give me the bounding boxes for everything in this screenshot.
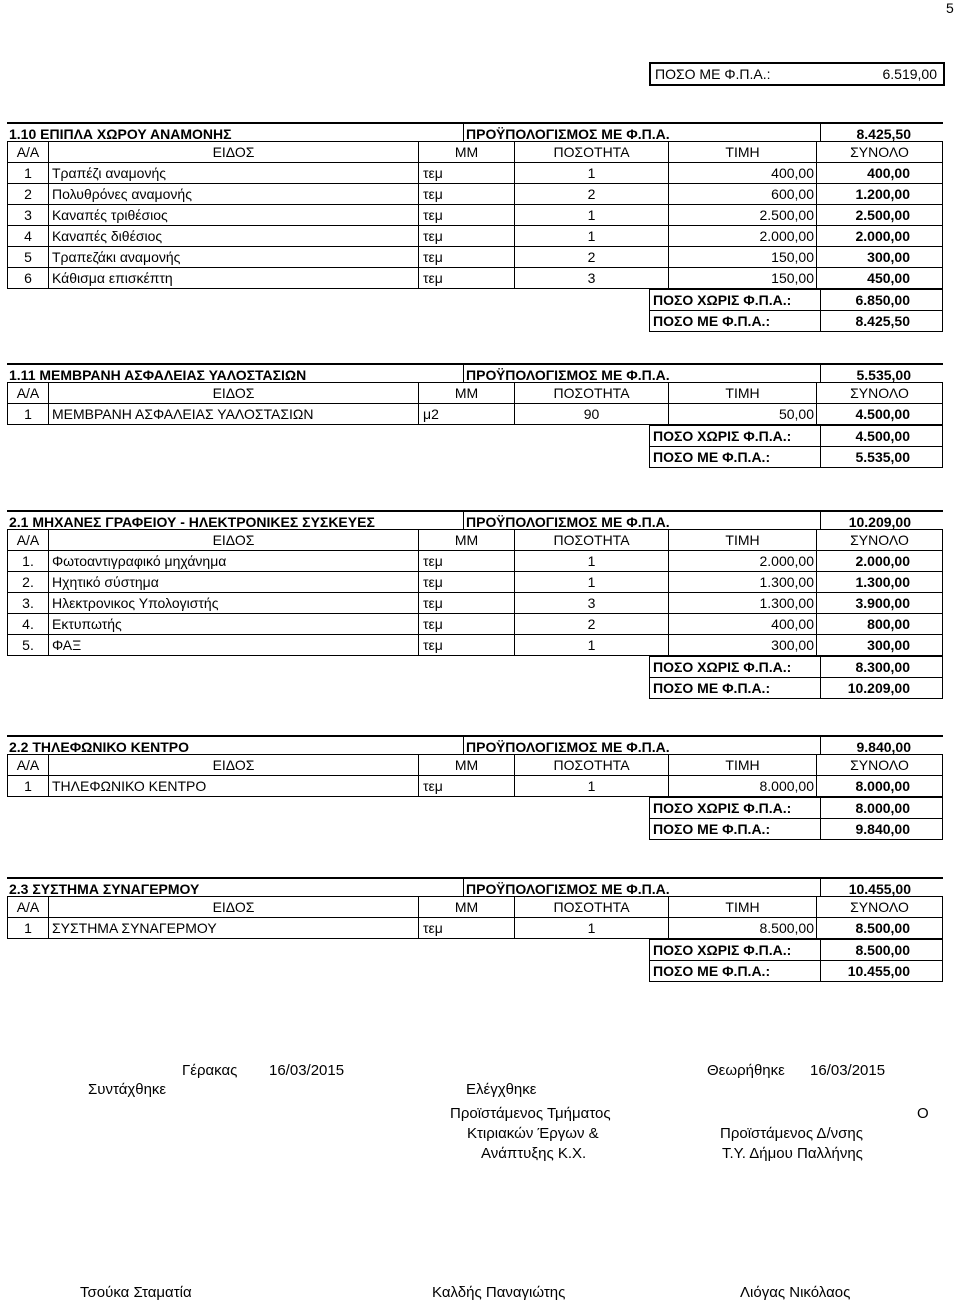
net-value: 8.000,00 <box>855 800 910 816</box>
cell-aa: 5 <box>8 247 49 268</box>
cell-aa: 3 <box>8 205 49 226</box>
section-budget-label: ΠΡΟΫΠΟΛΟΓΙΣΜΟΣ ΜΕ Φ.Π.Α. <box>466 514 670 530</box>
cell-price: 50,00 <box>669 404 817 425</box>
section-title: 1.10 ΕΠΙΠΛΑ ΧΩΡΟΥ ΑΝΑΜΟΝΗΣ <box>9 126 232 142</box>
col-qty: ΠΟΣΟΤΗΤΑ <box>515 897 669 918</box>
section-title: 1.11 ΜΕΜΒΡΑΝΗ ΑΣΦΑΛΕΙΑΣ ΥΑΛΟΣΤΑΣΙΩΝ <box>9 367 307 383</box>
cell-aa: 2. <box>8 572 49 593</box>
cell-total: 2.000,00 <box>817 551 943 572</box>
cell-total: 450,00 <box>817 268 943 289</box>
gross-label: ΠΟΣΟ ΜΕ Φ.Π.Α.: <box>650 678 821 698</box>
cell-price: 8.500,00 <box>669 918 817 939</box>
cell-aa: 1 <box>8 404 49 425</box>
section-header <box>7 877 943 897</box>
total-label: ΠΟΣΟ ΜΕ Φ.Π.Α.: <box>655 66 771 82</box>
col-qty: ΠΟΣΟΤΗΤΑ <box>515 383 669 404</box>
table-row <box>8 163 943 184</box>
col-mm: ΜΜ <box>419 383 515 404</box>
cell-aa: 2 <box>8 184 49 205</box>
section-budget-label: ΠΡΟΫΠΟΛΟΓΙΣΜΟΣ ΜΕ Φ.Π.Α. <box>466 126 670 142</box>
cell-qty: 1 <box>515 572 669 593</box>
net-row <box>650 425 942 446</box>
net-value: 8.500,00 <box>855 942 910 958</box>
section-budget-amount: 9.840,00 <box>856 739 911 755</box>
date-reviewed: 16/03/2015 <box>810 1062 886 1079</box>
table-header-row <box>8 755 943 776</box>
budget-section <box>0 510 960 699</box>
cell-desc: Εκτυπωτής <box>49 614 419 635</box>
section-summary <box>649 425 943 468</box>
divider <box>463 363 464 383</box>
divider <box>820 735 821 755</box>
cell-price: 8.000,00 <box>669 776 817 797</box>
col-qty: ΠΟΣΟΤΗΤΑ <box>515 142 669 163</box>
cell-qty: 1 <box>515 226 669 247</box>
head-dir-line1: Προϊστάμενος Δ/νσης <box>720 1125 863 1142</box>
section-budget-amount: 10.209,00 <box>848 514 911 530</box>
cell-desc: Πολυθρόνες αναμονής <box>49 184 419 205</box>
cell-mm: τεμ <box>419 572 515 593</box>
table-row <box>8 205 943 226</box>
cell-mm: τεμ <box>419 205 515 226</box>
section-budget-label: ΠΡΟΫΠΟΛΟΓΙΣΜΟΣ ΜΕ Φ.Π.Α. <box>466 739 670 755</box>
net-label: ΠΟΣΟ ΧΩΡΙΣ Φ.Π.Α.: <box>650 290 821 310</box>
page-number: 5 <box>946 0 954 16</box>
net-value: 8.300,00 <box>855 659 910 675</box>
cell-price: 150,00 <box>669 268 817 289</box>
cell-qty: 1 <box>515 918 669 939</box>
divider <box>820 510 821 530</box>
cell-mm: τεμ <box>419 247 515 268</box>
cell-desc: ΦΑΞ <box>49 635 419 656</box>
cell-qty: 2 <box>515 614 669 635</box>
cell-aa: 1 <box>8 918 49 939</box>
cell-qty: 2 <box>515 247 669 268</box>
cell-mm: τεμ <box>419 614 515 635</box>
gross-label: ΠΟΣΟ ΜΕ Φ.Π.Α.: <box>650 961 821 981</box>
col-desc: ΕΙΔΟΣ <box>49 755 419 776</box>
cell-mm: μ2 <box>419 404 515 425</box>
cell-price: 1.300,00 <box>669 572 817 593</box>
gross-row <box>650 446 942 467</box>
cell-aa: 5. <box>8 635 49 656</box>
section-title: 2.1 ΜΗΧΑΝΕΣ ΓΡΑΦΕΙΟΥ - ΗΛΕΚΤΡΟΝΙΚΕΣ ΣΥΣΚΕΥΕΣ <box>9 514 375 530</box>
cell-total: 300,00 <box>817 247 943 268</box>
col-aa: Α/Α <box>8 530 49 551</box>
head-dept-line2: Κτιριακών Έργων & <box>467 1125 599 1142</box>
table-row <box>8 572 943 593</box>
net-value: 6.850,00 <box>855 292 910 308</box>
section-budget-amount: 10.455,00 <box>848 881 911 897</box>
cell-qty: 1 <box>515 635 669 656</box>
cell-mm: τεμ <box>419 551 515 572</box>
total-value: 6.519,00 <box>882 66 937 82</box>
items-table <box>7 897 943 939</box>
section-header <box>7 122 943 142</box>
cell-price: 2.000,00 <box>669 226 817 247</box>
items-table <box>7 142 943 289</box>
cell-mm: τεμ <box>419 918 515 939</box>
col-price: ΤΙΜΗ <box>669 383 817 404</box>
cell-desc: Τραπέζι αναμονής <box>49 163 419 184</box>
cell-qty: 1 <box>515 776 669 797</box>
gross-row <box>650 310 942 331</box>
table-row <box>8 551 943 572</box>
gross-value: 5.535,00 <box>855 449 910 465</box>
col-price: ΤΙΜΗ <box>669 755 817 776</box>
col-total: ΣΥΝΟΛΟ <box>817 897 943 918</box>
net-row <box>650 656 942 677</box>
net-row <box>650 939 942 960</box>
col-desc: ΕΙΔΟΣ <box>49 530 419 551</box>
budget-section <box>0 877 960 982</box>
cell-mm: τεμ <box>419 776 515 797</box>
col-total: ΣΥΝΟΛΟ <box>817 142 943 163</box>
section-budget-amount: 8.425,50 <box>856 126 911 142</box>
table-header-row <box>8 142 943 163</box>
cell-desc: ΤΗΛΕΦΩΝΙΚΟ ΚΕΝΤΡΟ <box>49 776 419 797</box>
divider <box>463 735 464 755</box>
net-label: ΠΟΣΟ ΧΩΡΙΣ Φ.Π.Α.: <box>650 940 821 960</box>
cell-price: 400,00 <box>669 614 817 635</box>
cell-aa: 3. <box>8 593 49 614</box>
signer-name-2: Καλδής Παναγιώτης <box>432 1284 566 1301</box>
col-aa: Α/Α <box>8 897 49 918</box>
cell-desc: Τραπεζάκι αναμονής <box>49 247 419 268</box>
cell-total: 1.200,00 <box>817 184 943 205</box>
section-header <box>7 735 943 755</box>
gross-value: 10.455,00 <box>847 963 910 979</box>
section-header <box>7 510 943 530</box>
net-label: ΠΟΣΟ ΧΩΡΙΣ Φ.Π.Α.: <box>650 657 821 677</box>
cell-price: 300,00 <box>669 635 817 656</box>
cell-aa: 1 <box>8 776 49 797</box>
table-row <box>8 184 943 205</box>
section-budget-amount: 5.535,00 <box>856 367 911 383</box>
table-row <box>8 776 943 797</box>
cell-qty: 90 <box>515 404 669 425</box>
cell-total: 8.000,00 <box>817 776 943 797</box>
col-aa: Α/Α <box>8 383 49 404</box>
table-header-row <box>8 383 943 404</box>
gross-value: 10.209,00 <box>847 680 910 696</box>
cell-aa: 1 <box>8 163 49 184</box>
gross-row <box>650 960 942 981</box>
table-row <box>8 593 943 614</box>
table-header-row <box>8 530 943 551</box>
cell-qty: 3 <box>515 593 669 614</box>
section-summary <box>649 797 943 840</box>
col-aa: Α/Α <box>8 755 49 776</box>
gross-value: 9.840,00 <box>855 821 910 837</box>
head-dept-line1: Προϊστάμενος Τμήματος <box>450 1105 611 1122</box>
cell-total: 800,00 <box>817 614 943 635</box>
table-row <box>8 226 943 247</box>
cell-mm: τεμ <box>419 268 515 289</box>
items-table <box>7 383 943 425</box>
col-price: ΤΙΜΗ <box>669 897 817 918</box>
cell-qty: 1 <box>515 163 669 184</box>
signer-name-1: Τσούκα Σταματία <box>80 1284 192 1301</box>
items-table <box>7 755 943 797</box>
gross-row <box>650 818 942 839</box>
cell-mm: τεμ <box>419 593 515 614</box>
cell-total: 2.500,00 <box>817 205 943 226</box>
budget-section <box>0 735 960 840</box>
col-qty: ΠΟΣΟΤΗΤΑ <box>515 530 669 551</box>
divider <box>820 363 821 383</box>
col-total: ΣΥΝΟΛΟ <box>817 530 943 551</box>
budget-section <box>0 363 960 468</box>
section-title: 2.3 ΣΥΣΤΗΜΑ ΣΥΝΑΓΕΡΜΟΥ <box>9 881 200 897</box>
head-dir-line2: Τ.Υ. Δήμου Παλλήνης <box>722 1145 863 1162</box>
budget-section <box>0 122 960 332</box>
cell-total: 3.900,00 <box>817 593 943 614</box>
divider <box>463 122 464 142</box>
section-budget-label: ΠΡΟΫΠΟΛΟΓΙΣΜΟΣ ΜΕ Φ.Π.Α. <box>466 881 670 897</box>
table-row <box>8 247 943 268</box>
col-total: ΣΥΝΟΛΟ <box>817 755 943 776</box>
cell-mm: τεμ <box>419 163 515 184</box>
place: Γέρακας <box>182 1062 238 1079</box>
previous-section-total <box>649 62 945 86</box>
cell-total: 300,00 <box>817 635 943 656</box>
divider <box>463 510 464 530</box>
net-label: ΠΟΣΟ ΧΩΡΙΣ Φ.Π.Α.: <box>650 426 821 446</box>
cell-desc: Καναπές τριθέσιος <box>49 205 419 226</box>
cell-total: 4.500,00 <box>817 404 943 425</box>
cell-price: 1.300,00 <box>669 593 817 614</box>
cell-qty: 3 <box>515 268 669 289</box>
cell-aa: 4 <box>8 226 49 247</box>
col-aa: Α/Α <box>8 142 49 163</box>
cell-total: 8.500,00 <box>817 918 943 939</box>
cell-price: 150,00 <box>669 247 817 268</box>
col-price: ΤΙΜΗ <box>669 530 817 551</box>
cell-aa: 6 <box>8 268 49 289</box>
gross-label: ΠΟΣΟ ΜΕ Φ.Π.Α.: <box>650 819 821 839</box>
cell-desc: Ηχητικό σύστημα <box>49 572 419 593</box>
section-budget-label: ΠΡΟΫΠΟΛΟΓΙΣΜΟΣ ΜΕ Φ.Π.Α. <box>466 367 670 383</box>
reviewed-label: Θεωρήθηκε <box>707 1062 785 1079</box>
date-compiled: 16/03/2015 <box>269 1062 345 1079</box>
col-qty: ΠΟΣΟΤΗΤΑ <box>515 755 669 776</box>
compiled-label: Συντάχθηκε <box>88 1081 167 1098</box>
table-header-row <box>8 897 943 918</box>
col-desc: ΕΙΔΟΣ <box>49 897 419 918</box>
table-row <box>8 635 943 656</box>
divider <box>820 122 821 142</box>
gross-row <box>650 677 942 698</box>
section-summary <box>649 656 943 699</box>
gross-label: ΠΟΣΟ ΜΕ Φ.Π.Α.: <box>650 311 821 331</box>
table-row <box>8 918 943 939</box>
divider <box>820 877 821 897</box>
col-total: ΣΥΝΟΛΟ <box>817 383 943 404</box>
article-label: Ο <box>917 1105 929 1122</box>
col-mm: ΜΜ <box>419 755 515 776</box>
cell-mm: τεμ <box>419 635 515 656</box>
cell-price: 2.000,00 <box>669 551 817 572</box>
cell-mm: τεμ <box>419 184 515 205</box>
cell-desc: Φωτοαντιγραφικό μηχάνημα <box>49 551 419 572</box>
col-desc: ΕΙΔΟΣ <box>49 142 419 163</box>
cell-price: 600,00 <box>669 184 817 205</box>
cell-qty: 1 <box>515 551 669 572</box>
table-row <box>8 268 943 289</box>
col-mm: ΜΜ <box>419 897 515 918</box>
col-mm: ΜΜ <box>419 530 515 551</box>
section-header <box>7 363 943 383</box>
divider <box>463 877 464 897</box>
net-row <box>650 289 942 310</box>
cell-price: 400,00 <box>669 163 817 184</box>
items-table <box>7 530 943 656</box>
cell-desc: Κάθισμα επισκέπτη <box>49 268 419 289</box>
gross-value: 8.425,50 <box>855 313 910 329</box>
section-title: 2.2 ΤΗΛΕΦΩΝΙΚΟ ΚΕΝΤΡΟ <box>9 739 189 755</box>
cell-qty: 1 <box>515 205 669 226</box>
head-dept-line3: Ανάπτυξης Κ.Χ. <box>481 1145 587 1162</box>
net-row <box>650 797 942 818</box>
cell-mm: τεμ <box>419 226 515 247</box>
cell-desc: ΣΥΣΤΗΜΑ ΣΥΝΑΓΕΡΜΟΥ <box>49 918 419 939</box>
section-summary <box>649 939 943 982</box>
col-desc: ΕΙΔΟΣ <box>49 383 419 404</box>
cell-aa: 4. <box>8 614 49 635</box>
cell-desc: Ηλεκτρονικος Υπολογιστής <box>49 593 419 614</box>
net-label: ΠΟΣΟ ΧΩΡΙΣ Φ.Π.Α.: <box>650 798 821 818</box>
cell-aa: 1. <box>8 551 49 572</box>
cell-total: 2.000,00 <box>817 226 943 247</box>
checked-label: Ελέγχθηκε <box>466 1081 537 1098</box>
table-row <box>8 614 943 635</box>
signer-name-3: Λιόγας Νικόλαος <box>740 1284 851 1301</box>
col-mm: ΜΜ <box>419 142 515 163</box>
col-price: ΤΙΜΗ <box>669 142 817 163</box>
gross-label: ΠΟΣΟ ΜΕ Φ.Π.Α.: <box>650 447 821 467</box>
table-row <box>8 404 943 425</box>
section-summary <box>649 289 943 332</box>
cell-desc: Καναπές διθέσιος <box>49 226 419 247</box>
cell-total: 400,00 <box>817 163 943 184</box>
cell-qty: 2 <box>515 184 669 205</box>
cell-desc: ΜΕΜΒΡΑΝΗ ΑΣΦΑΛΕΙΑΣ ΥΑΛΟΣΤΑΣΙΩΝ <box>49 404 419 425</box>
cell-total: 1.300,00 <box>817 572 943 593</box>
cell-price: 2.500,00 <box>669 205 817 226</box>
net-value: 4.500,00 <box>855 428 910 444</box>
